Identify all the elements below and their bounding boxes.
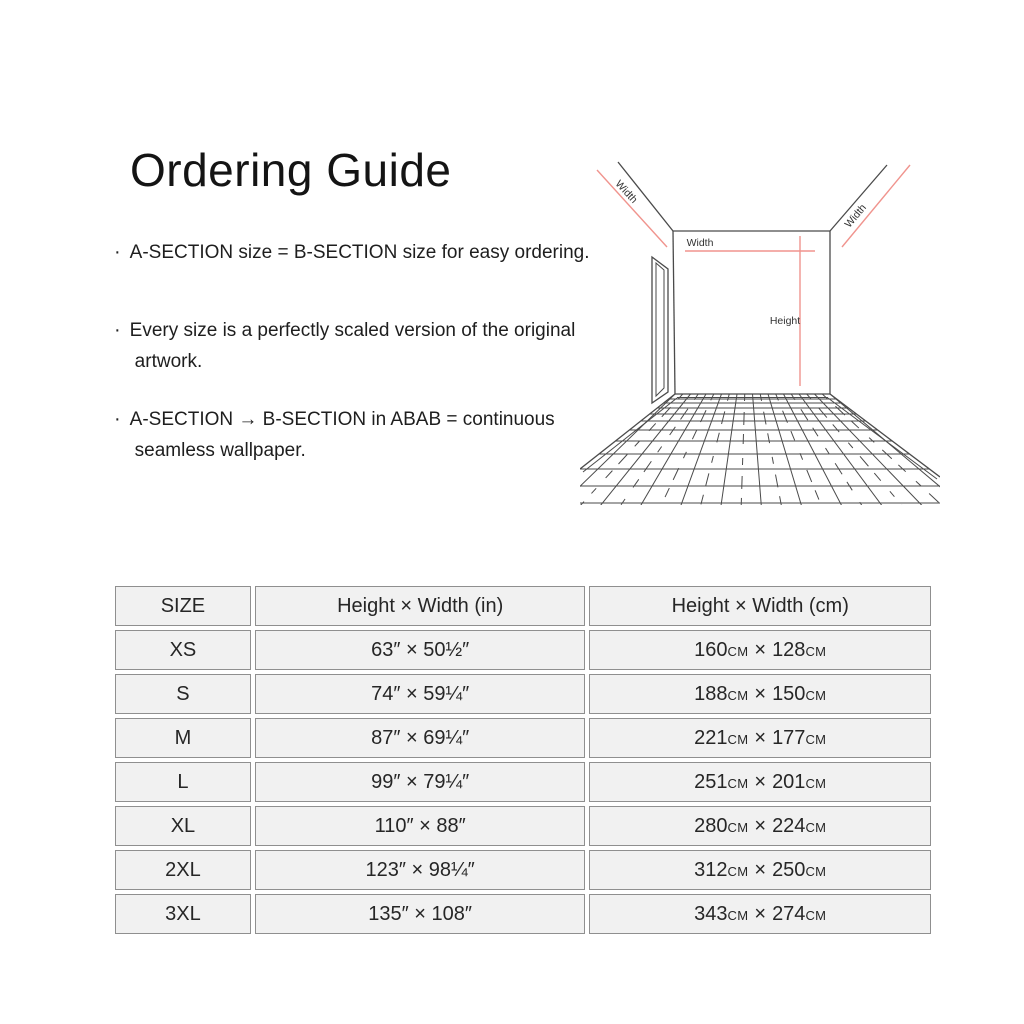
room-illustration [580, 147, 940, 515]
dimension-separator: × [754, 814, 767, 837]
dimension-separator: × [754, 726, 767, 749]
cm-unit: CM [805, 643, 827, 659]
cm-width-value: 201 [772, 770, 806, 793]
bullet-item [114, 404, 555, 466]
dimension-separator: × [754, 682, 767, 705]
inches-cell: 74″ × 59¼″ [255, 674, 586, 714]
cm-unit: CM [805, 819, 827, 835]
cm-cell [589, 894, 931, 934]
table-row [115, 806, 931, 846]
cm-unit: CM [727, 775, 749, 791]
size-table-body [115, 630, 931, 934]
table-row [115, 894, 931, 934]
back-wall-left [673, 231, 675, 394]
height-label-back-wall: Height [769, 315, 801, 327]
table-row [115, 762, 931, 802]
size-table [111, 582, 935, 938]
cm-width-value: 150 [772, 682, 806, 705]
cm-width-value: 274 [772, 902, 806, 925]
dimension-separator: × [754, 638, 767, 661]
cm-height-value: 221 [694, 726, 728, 749]
header-inches: Height × Width (in) [255, 586, 586, 626]
cm-unit: CM [727, 687, 749, 703]
cm-width-value: 128 [772, 638, 806, 661]
table-row [115, 850, 931, 890]
room-walls [580, 162, 940, 479]
bullet-text-line: Every size is a perfectly scaled version of the original [129, 320, 576, 341]
cm-height-value: 343 [694, 902, 728, 925]
bullet-text-line: artwork. [134, 351, 203, 372]
width-label-right-wall: Width [842, 201, 869, 231]
size-cell: XL [115, 806, 251, 846]
floor-tiles [580, 394, 940, 512]
inches-cell: 63″ × 50½″ [255, 630, 586, 670]
cm-height-value: 160 [694, 638, 728, 661]
cm-cell [589, 630, 931, 670]
size-cell: 2XL [115, 850, 251, 890]
dimension-separator: × [754, 770, 767, 793]
size-cell: L [115, 762, 251, 802]
cm-height-value: 312 [694, 858, 728, 881]
table-row [115, 718, 931, 758]
inches-cell: 87″ × 69¼″ [255, 718, 586, 758]
width-label-left-wall: Width [612, 178, 640, 206]
size-cell: M [115, 718, 251, 758]
bullet-text [130, 404, 555, 466]
cm-width-value: 224 [772, 814, 806, 837]
bullet-item [114, 237, 590, 268]
cm-unit: CM [727, 863, 749, 879]
floor-edge-left-inner [583, 398, 677, 472]
door-panel [656, 263, 664, 396]
dimension-separator: × [754, 858, 767, 881]
dimension-lines [597, 165, 910, 386]
table-row [115, 674, 931, 714]
cm-unit: CM [727, 907, 749, 923]
bullet-text-line: A-SECTION → B-SECTION in ABAB = continuous [129, 409, 555, 430]
inches-cell: 135″ × 108″ [255, 894, 586, 934]
cm-cell [589, 850, 931, 890]
cm-unit: CM [805, 687, 827, 703]
door-frame [652, 257, 668, 403]
bullet-text [130, 237, 590, 268]
table-header-row [115, 586, 931, 626]
width-label-back-wall: Width [686, 237, 714, 249]
cm-cell [589, 762, 931, 802]
cm-unit: CM [805, 863, 827, 879]
cm-height-value: 251 [694, 770, 728, 793]
header-size: SIZE [115, 586, 251, 626]
inches-cell: 123″ × 98¼″ [255, 850, 586, 890]
header-cm: Height × Width (cm) [589, 586, 931, 626]
cm-height-value: 280 [694, 814, 728, 837]
bullet-text [130, 315, 576, 377]
cm-width-value: 250 [772, 858, 806, 881]
cm-unit: CM [727, 819, 749, 835]
cm-unit: CM [805, 907, 827, 923]
bullet-marker: · [114, 241, 121, 263]
cm-unit: CM [805, 775, 827, 791]
cm-unit: CM [727, 643, 749, 659]
bullet-marker: · [114, 408, 121, 430]
cm-unit: CM [805, 731, 827, 747]
page-title: Ordering Guide [130, 143, 452, 196]
table-row [115, 630, 931, 670]
bullet-text-line: A-SECTION size = B-SECTION size for easy ordering. [129, 242, 590, 263]
size-cell: S [115, 674, 251, 714]
cm-cell [589, 674, 931, 714]
inches-cell: 99″ × 79¼″ [255, 762, 586, 802]
cm-height-value: 188 [694, 682, 728, 705]
bullet-text-line: seamless wallpaper. [134, 440, 306, 461]
cm-cell [589, 806, 931, 846]
room-sketch [580, 147, 940, 515]
bullet-item [114, 315, 575, 377]
width-dimension-left-wall [597, 170, 667, 247]
cm-width-value: 177 [772, 726, 806, 749]
size-cell: XS [115, 630, 251, 670]
size-cell: 3XL [115, 894, 251, 934]
floor-edge-right [830, 394, 940, 477]
cm-cell [589, 718, 931, 758]
cm-unit: CM [727, 731, 749, 747]
bullet-marker: · [114, 319, 121, 341]
inches-cell: 110″ × 88″ [255, 806, 586, 846]
dimension-separator: × [754, 902, 767, 925]
